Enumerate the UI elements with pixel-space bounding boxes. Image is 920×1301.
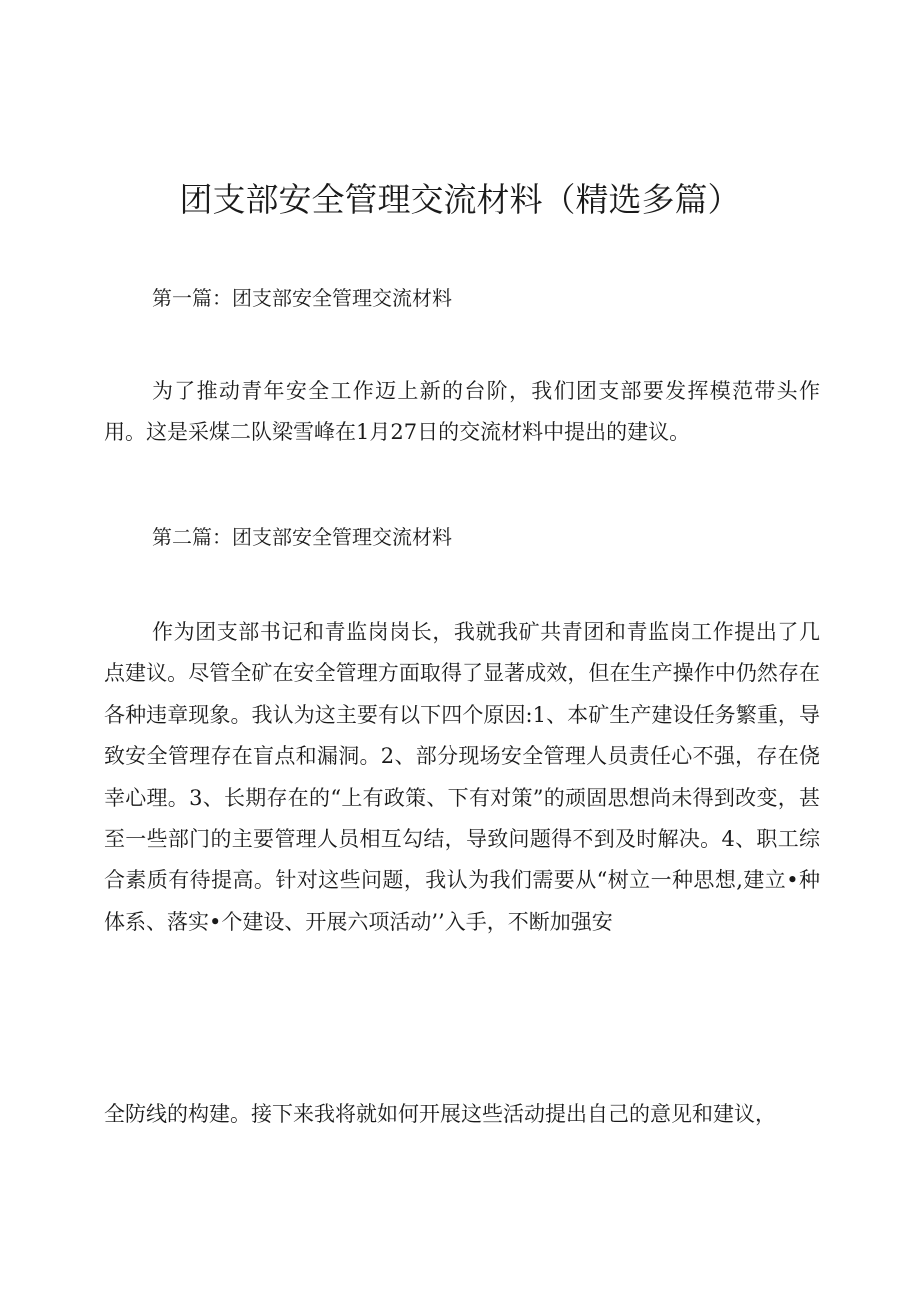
document-title: 团支部安全管理交流材料（精选多篇） bbox=[179, 180, 741, 219]
section-2-paragraph: 作为团支部书记和青监岗岗长，我就我矿共青团和青监岗工作提出了几点建议。尽管全矿在安全管理方面取得了显著成效，但在生产操作中仍然存在各种违章现象。我认为这主要有以下四个原因:1、本矿生产建设任务繁重，导致安全管理存在盲点和漏洞。2、部分现场安全管理人员责任心不强，存在侥幸心理。3、长期存在的“上有政策、下有对策”的顽固思想尚未得到改变，甚至一些部门的主要管理人员相互勾结，导致问题得不到及时解决。4、职工综合素质有待提高。针对这些问题，我认为我们需要从“树立一种思想,建立•种体系、落实•个建设、开展六项活动’’入手，不断加强安 bbox=[104, 620, 820, 934]
section-2-continuation: 全防线的构建。接下来我将就如何开展这些活动提出自己的意见和建议， bbox=[104, 1102, 776, 1126]
section-2-heading: 第二篇：团支部安全管理交流材料 bbox=[152, 525, 452, 549]
section-1-paragraph: 为了推动青年安全工作迈上新的台阶，我们团支部要发挥模范带头作用。这是采煤二队梁雪峰在1月27日的交流材料中提出的建议。 bbox=[104, 379, 820, 445]
section-1-heading: 第一篇：团支部安全管理交流材料 bbox=[152, 286, 452, 310]
